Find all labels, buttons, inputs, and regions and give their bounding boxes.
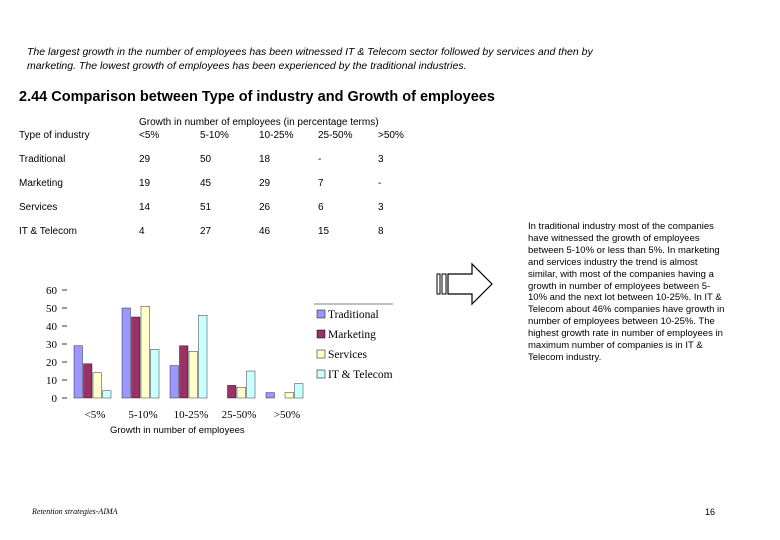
y-tick-label: 30: [46, 339, 57, 351]
legend-swatch: [317, 370, 325, 378]
table-cell: 19: [139, 178, 151, 189]
analysis-text: In traditional industry most of the companies have witnessed the growth of employees between 5-10% or less than 5%. In marketing and services industry the trend is almost similar, with most of the companies having a growth in number of employees between 5-10% and the next lot between 10-25%. In IT & Telecom about 46% companies have growth in number of employees between 10-25%. The highest growth rate in number of employees in maximum number of companies is in IT & Telecom industry.: [528, 221, 725, 363]
table-cell: 45: [200, 178, 212, 189]
chart-bar: [180, 346, 189, 398]
section-heading: 2.44 Comparison between Type of industry and Growth of employees: [19, 89, 495, 105]
table-cell: 27: [200, 226, 212, 237]
chart-bar: [199, 315, 208, 398]
y-tick-label: 0: [51, 393, 57, 405]
table-cell: 3: [378, 154, 384, 165]
table-row-label: Marketing: [19, 178, 63, 189]
chart-bar: [247, 371, 256, 398]
chart-bar: [141, 306, 150, 398]
page-number: 16: [705, 507, 716, 517]
x-tick-label: <5%: [84, 409, 106, 421]
right-arrow-icon: [436, 262, 494, 306]
table-cell: 6: [318, 202, 324, 213]
intro-paragraph: The largest growth in the number of employees has been witnessed IT & Telecom sector followed by services and then by marketing. The lowest growth of employees has been experienced by the traditional industries.: [27, 46, 593, 72]
legend-label: Traditional: [328, 309, 379, 321]
chart-bar: [170, 366, 179, 398]
table-cell: 7: [318, 178, 324, 189]
table-cell: 8: [378, 226, 384, 237]
y-tick-label: 20: [46, 357, 57, 369]
chart-bar: [122, 308, 131, 398]
chart-bar: [189, 351, 198, 398]
table-col-header: 25-50%: [318, 130, 353, 141]
table-cell: 29: [139, 154, 151, 165]
table-row-label: Services: [19, 202, 58, 213]
chart-bar: [295, 384, 304, 398]
chart-bar: [266, 393, 275, 398]
table-cell: 50: [200, 154, 212, 165]
table-col-header: <5%: [139, 130, 160, 141]
chart-bar: [84, 364, 93, 398]
table-row-label: Traditional: [19, 154, 66, 165]
table-cell: 29: [259, 178, 271, 189]
table-row-header: Type of industry: [19, 130, 90, 141]
table-cell: -: [378, 178, 382, 189]
x-tick-label: >50%: [273, 409, 301, 421]
x-tick-label: 5-10%: [128, 409, 158, 421]
table-cell: 3: [378, 202, 384, 213]
table-col-header: 10-25%: [259, 130, 294, 141]
chart-bar: [285, 393, 294, 398]
y-tick-label: 40: [46, 321, 57, 333]
legend-swatch: [317, 330, 325, 338]
table-col-header: >50%: [378, 130, 404, 141]
table-cell: -: [318, 154, 322, 165]
table-group-header: Growth in number of employees (in percentage terms): [139, 117, 379, 128]
table-cell: 26: [259, 202, 271, 213]
chart-x-axis-title: Growth in number of employees: [110, 425, 245, 436]
table-cell: 18: [259, 154, 271, 165]
y-tick-label: 60: [46, 285, 57, 297]
x-tick-label: 25-50%: [221, 409, 257, 421]
chart-bar: [132, 317, 141, 398]
growth-bar-chart: [0, 270, 420, 430]
chart-bar: [237, 387, 246, 398]
chart-bar: [228, 385, 237, 398]
chart-bar: [93, 373, 102, 398]
chart-bar: [151, 349, 160, 398]
y-tick-label: 10: [46, 375, 57, 387]
chart-bar: [74, 346, 83, 398]
legend-label: Marketing: [328, 329, 376, 341]
table-cell: 14: [139, 202, 151, 213]
footer-source: Retention strategies-AIMA: [32, 507, 118, 516]
x-tick-label: 10-25%: [173, 409, 209, 421]
y-tick-label: 50: [46, 303, 57, 315]
legend-label: IT & Telecom: [328, 369, 393, 381]
table-cell: 4: [139, 226, 145, 237]
legend-swatch: [317, 350, 325, 358]
legend-label: Services: [328, 349, 367, 361]
table-row-label: IT & Telecom: [19, 226, 77, 237]
legend-swatch: [317, 310, 325, 318]
table-cell: 15: [318, 226, 330, 237]
table-col-header: 5-10%: [200, 130, 229, 141]
table-cell: 46: [259, 226, 271, 237]
chart-bar: [103, 391, 112, 398]
table-cell: 51: [200, 202, 212, 213]
